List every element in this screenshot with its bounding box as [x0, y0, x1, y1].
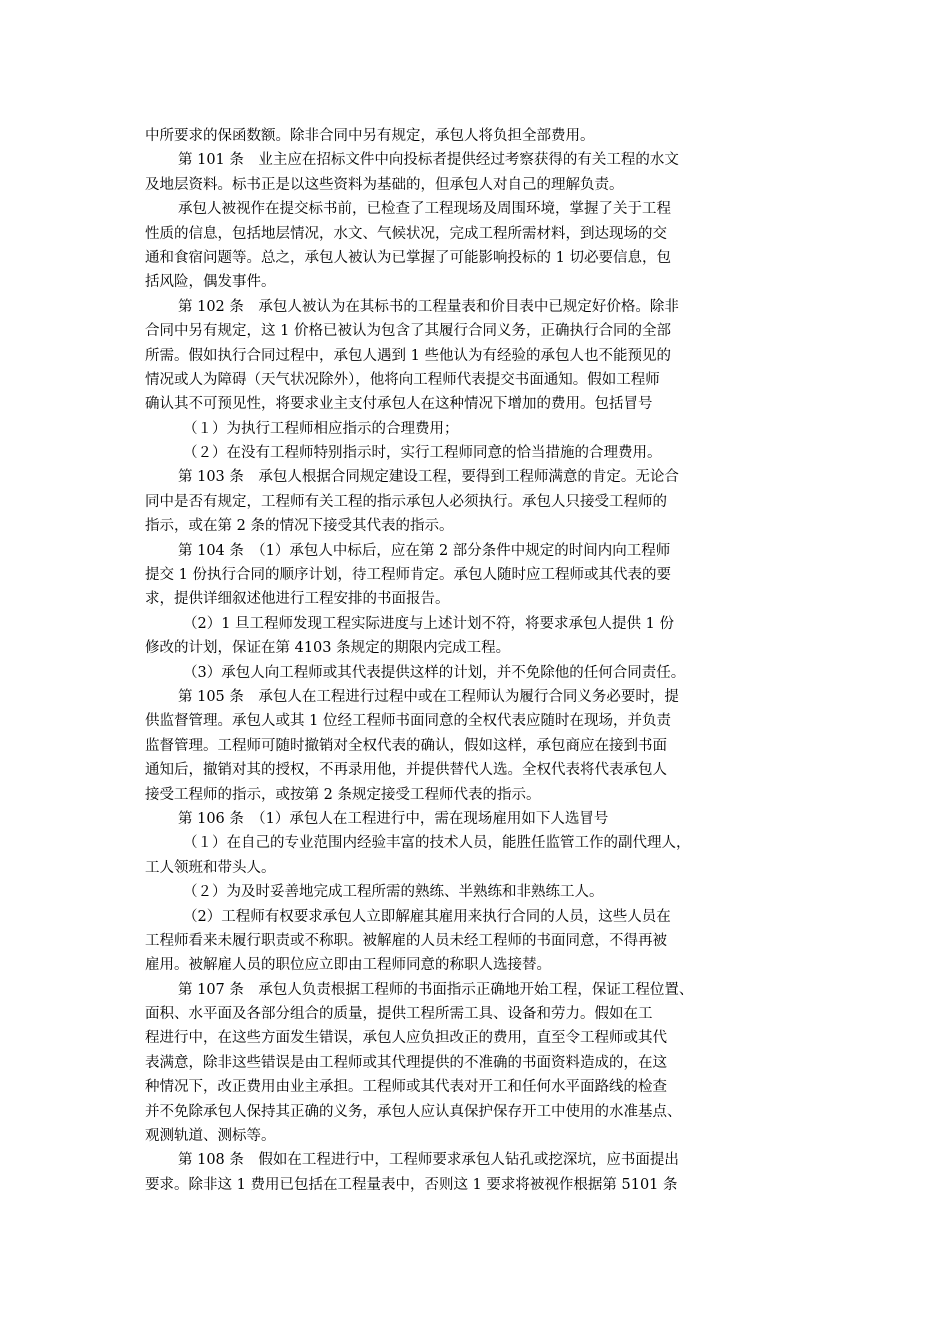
- text-line: 合同中另有规定，这 1 价格已被认为包含了其履行合同义务，正确执行合同的全部: [145, 323, 671, 340]
- text-line: 通和食宿问题等。总之，承包人被认为已掌握了可能影响投标的 1 切必要信息，包: [145, 249, 671, 266]
- text-line: 接受工程师的指示，或按第 2 条规定接受工程师代表的指示。: [145, 786, 541, 803]
- text-line: 表满意，除非这些错误是由工程师或其代理提供的不准确的书面资料造成的，在这: [145, 1054, 667, 1071]
- text-line: （2）工程师有权要求承包人立即解雇其雇用来执行合同的人员，这些人员在: [183, 908, 671, 925]
- text-line: 供监督管理。承包人或其 1 位经工程师书面同意的全权代表应随时在现场，并负责: [145, 713, 671, 730]
- text-line: 提交 1 份执行合同的顺序计划，待工程师肯定。承包人随时应工程师或其代表的要: [145, 567, 671, 584]
- text-line: 第 108 条 假如在工程进行中，工程师要求承包人钻孔或挖深坑，应书面提出: [178, 1152, 679, 1169]
- text-line: 观测轨道、测标等。: [145, 1128, 276, 1145]
- text-line: 工程师看来未履行职责或不称职。被解雇的人员未经工程师的书面同意，不得再被: [145, 932, 667, 949]
- text-line: 并不免除承包人保持其正确的义务，承包人应认真保护保存开工中使用的水准基点、: [145, 1103, 682, 1120]
- text-line: （3）承包人向工程师或其代表提供这样的计划，并不免除他的任何合同责任。: [183, 664, 686, 681]
- text-line: 第 103 条 承包人根据合同规定建设工程，要得到工程师满意的肯定。无论合: [178, 469, 679, 486]
- text-line: 雇用。被解雇人员的职位应立即由工程师同意的称职人选接替。: [145, 957, 551, 974]
- text-line: （2）1 旦工程师发现工程实际进度与上述计划不符，将要求承包人提供 1 份: [183, 615, 675, 632]
- text-line: 及地层资料。标书正是以这些资料为基础的，但承包人对自己的理解负责。: [145, 176, 624, 193]
- text-line: （２）为及时妥善地完成工程所需的熟练、半熟练和非熟练工人。: [183, 884, 604, 901]
- text-line: 监督管理。工程师可随时撤销对全权代表的确认，假如这样，承包商应在接到书面: [145, 737, 667, 754]
- text-line: 中所要求的保函数额。除非合同中另有规定，承包人将负担全部费用。: [145, 128, 595, 144]
- text-line: 承包人被视作在提交标书前，已检查了工程现场及周围环境，掌握了关于工程: [178, 201, 671, 218]
- text-line: 种情况下，改正费用由业主承担。工程师或其代表对开工和任何水平面路线的检查: [145, 1079, 667, 1096]
- text-line: 求，提供详细叙述他进行工程安排的书面报告。: [145, 591, 450, 608]
- text-line: 通知后，撤销对其的授权，不再录用他，并提供替代人选。全权代表将代表承包人: [145, 762, 667, 779]
- text-line: 面积、水平面及各部分组合的质量，提供工程所需工具、设备和劳力。假如在工: [145, 1006, 653, 1023]
- text-line: 第 104 条 （1）承包人中标后，应在第 2 部分条件中规定的时间内向工程师: [178, 542, 671, 559]
- text-line: 指示，或在第 2 条的情况下接受其代表的指示。: [145, 518, 454, 535]
- text-line: 第 107 条 承包人负责根据工程师的书面指示正确地开始工程，保证工程位置、: [178, 981, 694, 998]
- text-line: 第 101 条 业主应在招标文件中向投标者提供经过考察获得的有关工程的水文: [178, 152, 679, 169]
- text-line: 要求。除非这 1 费用已包括在工程量表中，否则这 1 要求将被视作根据第 5101 条: [145, 1176, 678, 1193]
- text-line: 第 102 条 承包人被认为在其标书的工程量表和价目表中已规定好价格。除非: [178, 298, 679, 315]
- text-line: 所需。假如执行合同过程中，承包人遇到 1 些他认为有经验的承包人也不能预见的: [145, 347, 671, 364]
- text-line: 程进行中，在这些方面发生错误，承包人应负担改正的费用，直至令工程师或其代: [145, 1030, 667, 1047]
- text-line: 同中是否有规定，工程师有关工程的指示承包人必须执行。承包人只接受工程师的: [145, 493, 667, 510]
- text-line: 工人领班和带头人。: [145, 859, 276, 876]
- text-line: 情况或人为障碍（天气状况除外），他将向工程师代表提交书面通知。假如工程师: [145, 371, 660, 388]
- text-line: 第 106 条 （1）承包人在工程进行中，需在现场雇用如下人选冒号: [178, 810, 609, 827]
- text-line: （１）为执行工程师相应指示的合理费用；: [183, 420, 459, 437]
- text-line: 括风险，偶发事件。: [145, 274, 276, 291]
- text-line: 修改的计划，保证在第 4103 条规定的期限内完成工程。: [145, 640, 511, 657]
- text-line: 确认其不可预见性，将要求业主支付承包人在这种情况下增加的费用。包括冒号: [145, 396, 653, 413]
- text-line: 性质的信息，包括地层情况，水文、气候状况，完成工程所需材料，到达现场的交: [145, 225, 667, 242]
- text-line: （２）在没有工程师特别指示时，实行工程师同意的恰当措施的合理费用。: [183, 445, 662, 462]
- text-line: 第 105 条 承包人在工程进行过程中或在工程师认为履行合同义务必要时，提: [178, 688, 679, 705]
- document-body: [145, 124, 765, 1197]
- text-line: （１）在自己的专业范围内经验丰富的技术人员，能胜任监管工作的副代理人，: [183, 835, 691, 852]
